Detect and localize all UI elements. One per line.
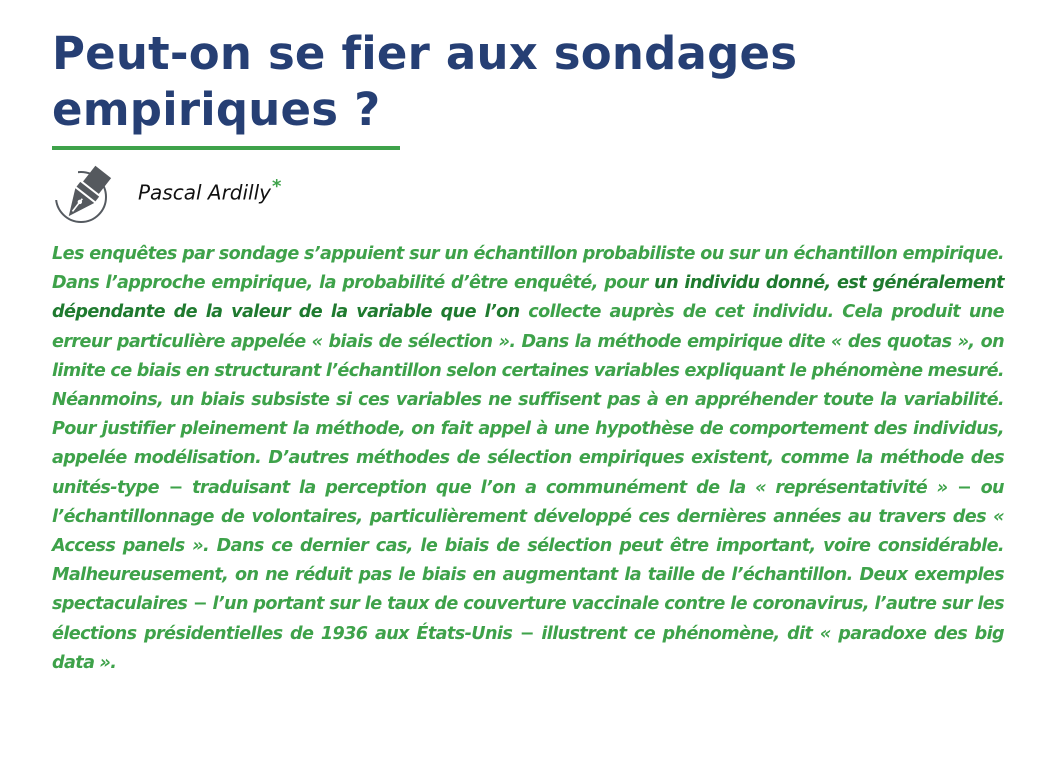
abstract-part-2: collecte auprès de cet individu. Cela produit une erreur particulière appelée « biais de sélection ». Dans la méthode empirique dite « des quotas », on limite ce biais en structurant l’échantillon selon certaines variables expliquant le phénomène mesuré. Néanmoins, un biais subsiste si ces variables ne suffisent pas à en appréhender toute la variabilité. Pour justifier pleinement la méthode, on fait appel à une hypothèse de comportement des individus, appelée modélisation. D’autres méthodes de sélection empiriques existent, comme la méthode des unités-type − traduisant la perception que l’on a communément de la « représentativité » − ou l’échantillonnage de volontaires, particulièrement développé ces dernières années au travers des « Access panels ». Dans ce dernier cas, le biais de sélection peut être important, voire considérable. Malheureusement, on ne réduit pas le biais en augmentant la taille de l’échantillon. Deux exemples spectaculaires − l’un portant sur le taux de couverture vaccinale contre le coronavirus, l’autre sur les élections présidentielles de 1936 aux États-Unis − illustrent ce phénomène, dit « paradoxe des big data ». — [52, 302, 1004, 673]
title-underline — [52, 146, 400, 150]
article-page — [52, 26, 1004, 678]
article-title: Peut-on se fier aux sondages empiriques ? — [52, 27, 798, 136]
author-name — [138, 176, 281, 205]
author-footnote-mark: * — [272, 175, 282, 197]
author-row — [52, 162, 1004, 226]
abstract-emphasis: un individu donné, est généralement dépendante de la valeur de la variable que l’on — [52, 273, 1004, 323]
author-name-text: Pascal Ardilly — [138, 180, 272, 205]
abstract-paragraph — [52, 240, 1004, 678]
abstract-part-1: Les enquêtes par sondage s’appuient sur un échantillon probabiliste ou sur un échantillon empirique. Dans l’approche empirique, la probabilité d’être enquêté, pour — [52, 244, 1004, 294]
fountain-pen-icon — [52, 164, 112, 224]
